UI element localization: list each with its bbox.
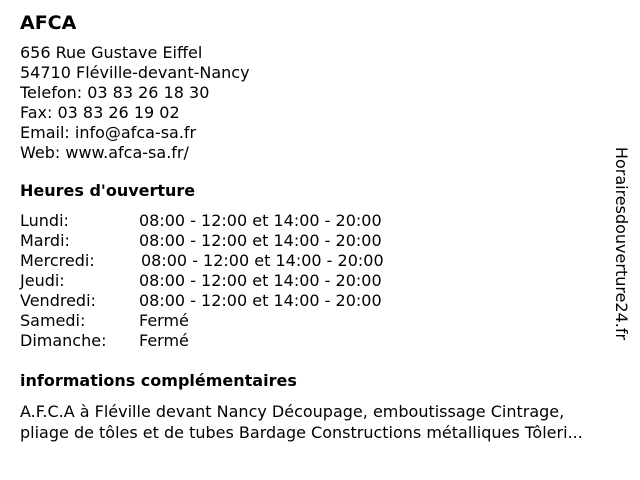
hours-row-wednesday: [20, 251, 620, 271]
hours-row-tuesday: [20, 231, 620, 251]
hours-row-friday: [20, 291, 620, 311]
hours-row-saturday: [20, 311, 620, 331]
opening-hours-heading: Heures d'ouverture: [20, 181, 196, 200]
company-name: AFCA: [20, 12, 77, 34]
site-watermark-text: Horairesdouverture24.fr: [612, 146, 632, 340]
day-hours: 08:00 - 12:00 et 14:00 - 20:00: [139, 211, 382, 230]
day-hours: Fermé: [139, 311, 189, 330]
site-watermark: [611, 138, 633, 348]
day-label: Mardi:: [20, 231, 70, 250]
day-hours: 08:00 - 12:00 et 14:00 - 20:00: [141, 251, 384, 270]
business-card: [20, 12, 620, 443]
hours-row-monday: [20, 211, 620, 231]
day-hours: 08:00 - 12:00 et 14:00 - 20:00: [139, 231, 382, 250]
additional-info-heading: informations complémentaires: [20, 371, 297, 390]
day-hours: 08:00 - 12:00 et 14:00 - 20:00: [139, 291, 382, 310]
day-label: Jeudi:: [20, 271, 65, 290]
additional-info-line: A.F.C.A à Fléville devant Nancy Découpage, emboutissage Cintrage,: [20, 402, 565, 421]
email-address: Email: info@afca-sa.fr: [20, 123, 197, 142]
address-street: 656 Rue Gustave Eiffel: [20, 43, 203, 62]
phone-number: Telefon: 03 83 26 18 30: [20, 83, 210, 102]
day-hours: 08:00 - 12:00 et 14:00 - 20:00: [139, 271, 382, 290]
day-label: Mercredi:: [20, 251, 95, 270]
additional-info-text: [20, 401, 636, 443]
day-label: Lundi:: [20, 211, 69, 230]
fax-number: Fax: 03 83 26 19 02: [20, 103, 180, 122]
day-label: Vendredi:: [20, 291, 96, 310]
day-label: Dimanche:: [20, 331, 107, 350]
day-label: Samedi:: [20, 311, 86, 330]
hours-row-sunday: [20, 331, 620, 351]
additional-info-line: pliage de tôles et de tubes Bardage Constructions métalliques Tôleri...: [20, 423, 583, 442]
hours-row-thursday: [20, 271, 620, 291]
opening-hours-table: [20, 211, 620, 351]
address-city: 54710 Fléville-devant-Nancy: [20, 63, 250, 82]
contact-block: [20, 43, 620, 163]
day-hours: Fermé: [139, 331, 189, 350]
website-url: Web: www.afca-sa.fr/: [20, 143, 189, 162]
